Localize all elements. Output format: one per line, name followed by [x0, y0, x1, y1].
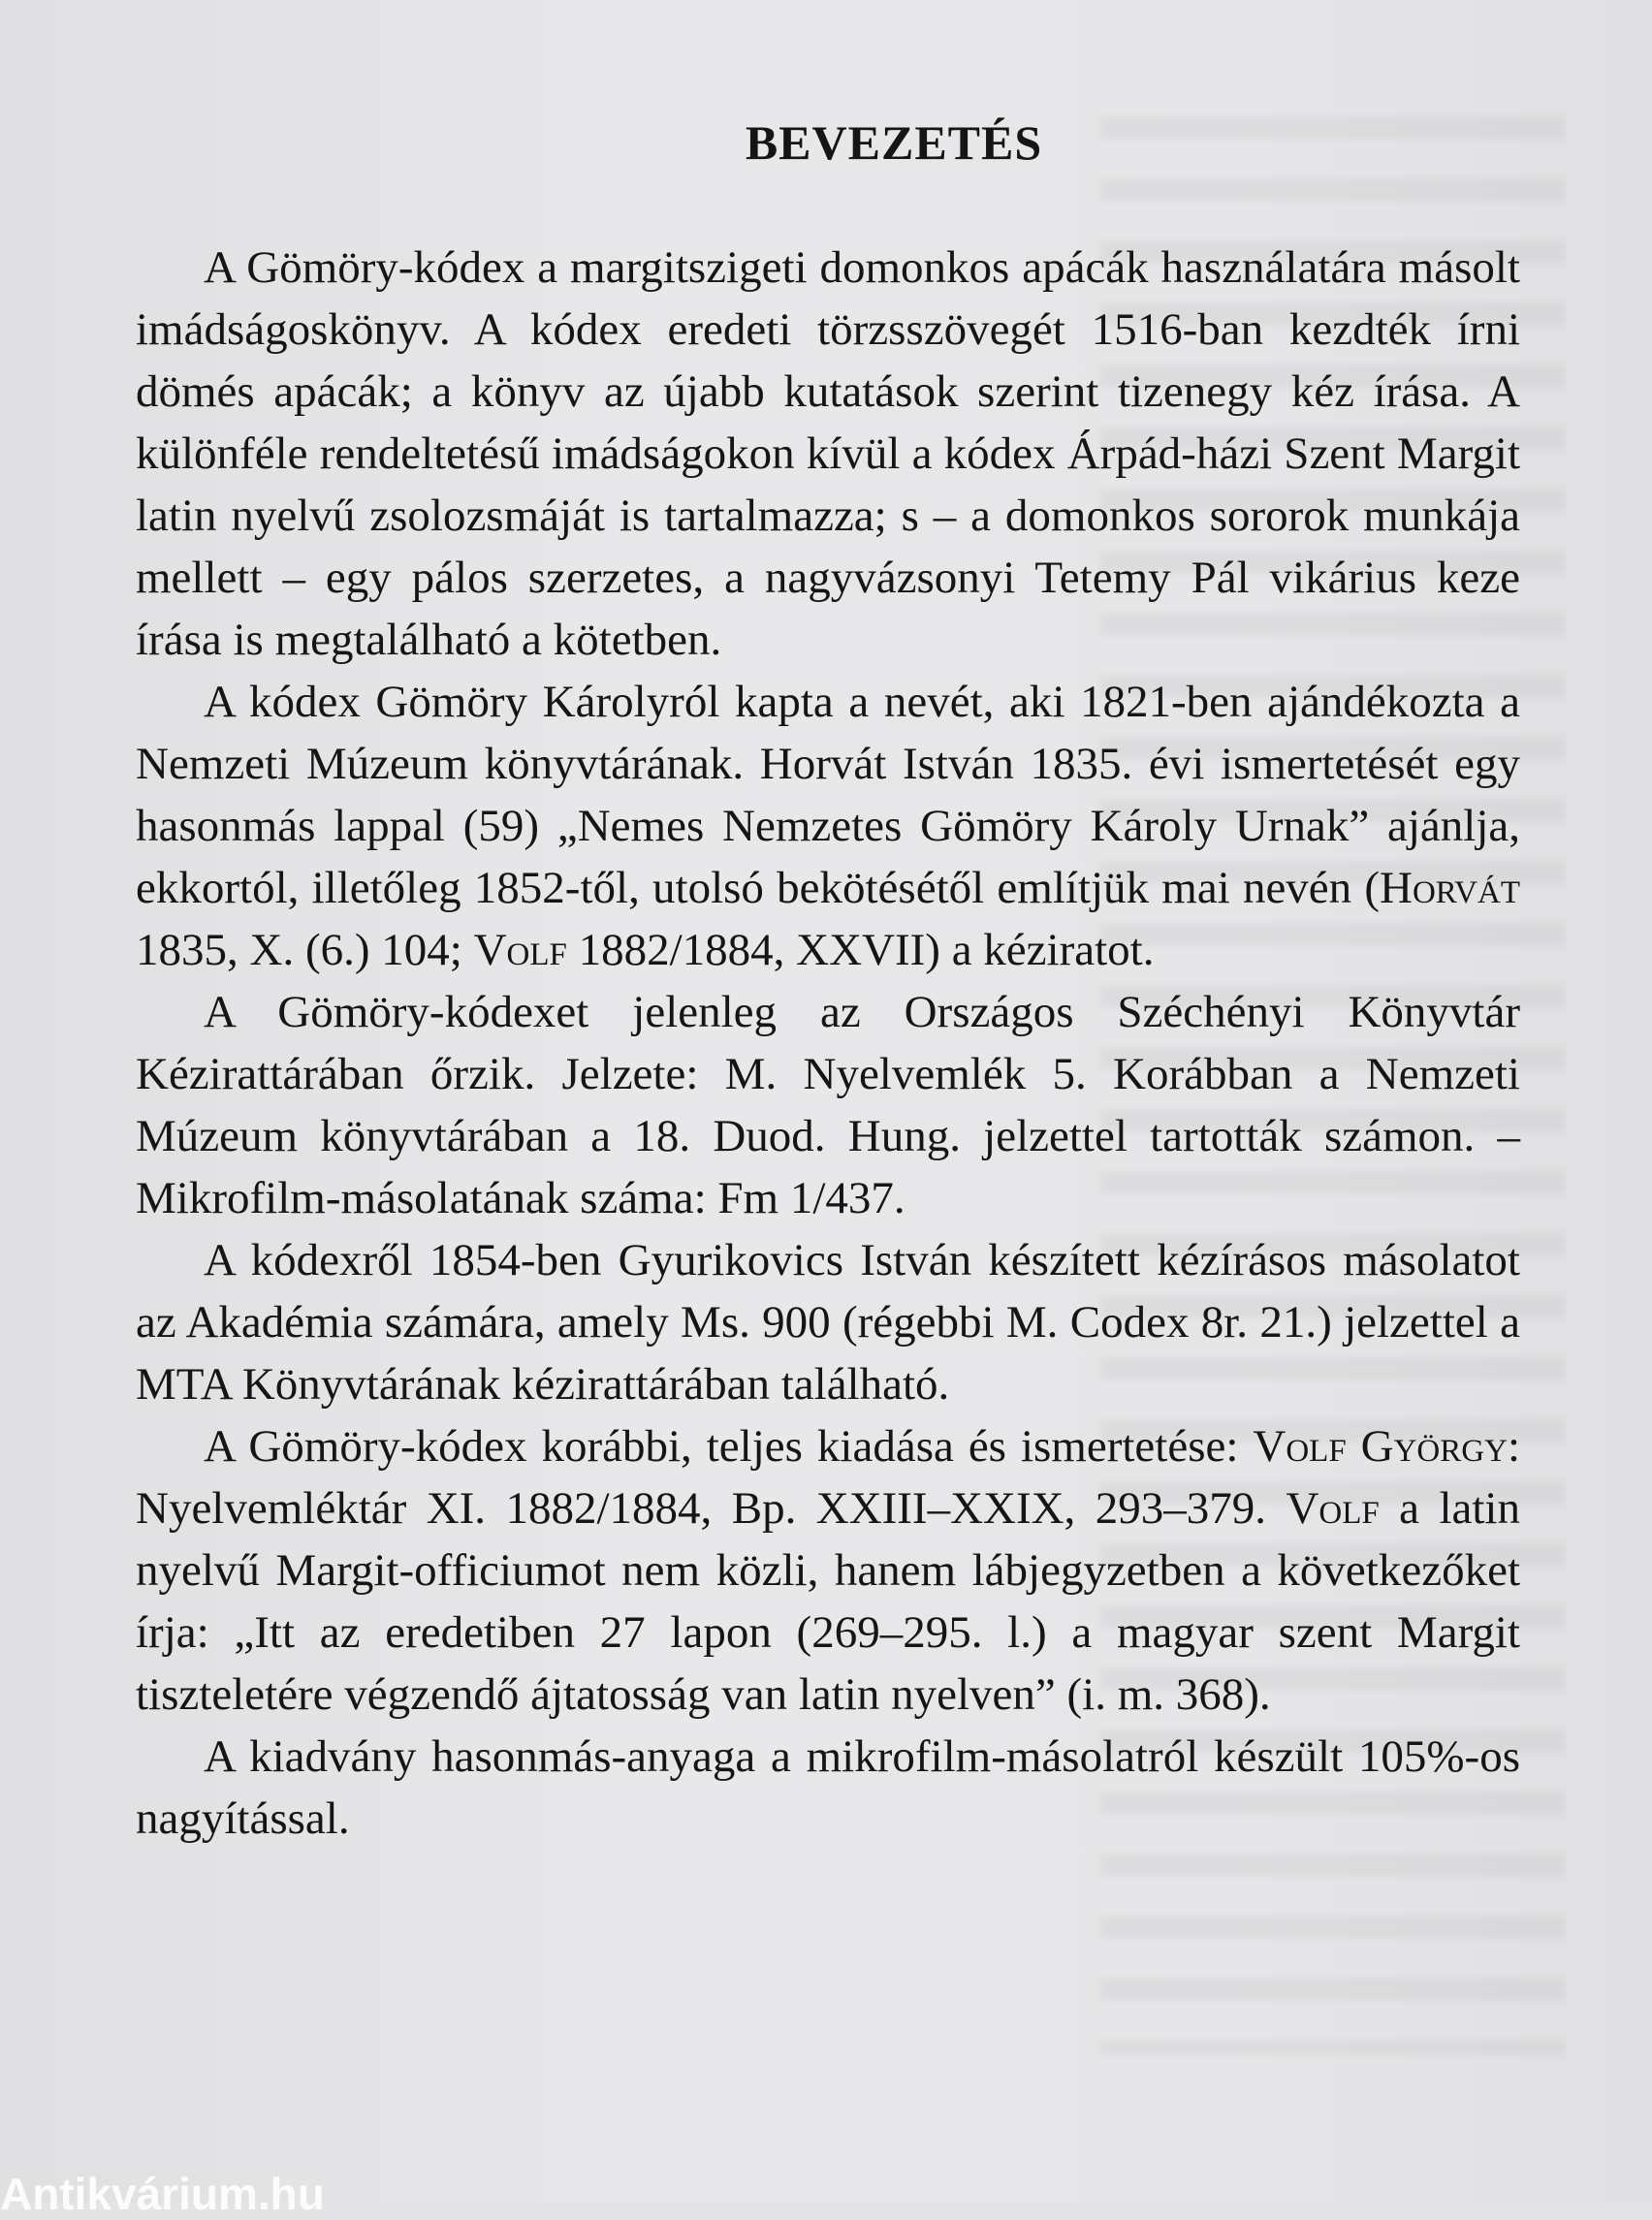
page-body — [136, 237, 1520, 1850]
paragraph-edition-text-2: : Nyelvemléktár XI. 1882/1884, Bp. XXIII–XXIX, 293–379. — [136, 1421, 1520, 1534]
paragraph-intro: A Gömöry-kódex a margitszigeti domonkos apácák használatára másolt imádságoskönyv. A kódex eredeti törzsszövegét 1516-ban kezdték írni dömés apácák; a könyv az újabb kutatások szerint tizenegy kéz írása. A különféle rendeltetésű imádságokon kívül a kódex Árpád-házi Szent Margit latin nyelvű zsolozsmáját is tartalmazza; s – a domonkos sororok munkája mellett – egy pálos szerzetes, a nagyvázsonyi Tetemy Pál vikárius keze írása is megtalálható a kötetben. — [136, 242, 1520, 665]
page-heading: BEVEZETÉS — [745, 115, 1043, 170]
paragraph-location: A Gömöry-kódexet jelenleg az Országos Széchényi Könyvtár Kézirattárában őrzik. Jelzete: M. Nyelvemlék 5. Korábban a Nemzeti Múzeum könyvtárában a 18. Duod. Hung. jelzettel tartották számon. – Mikrofilm-másolatának száma: Fm 1/437. — [136, 987, 1520, 1223]
paragraph-edition — [136, 1415, 1520, 1726]
paragraph-edition-text-1: A Gömöry-kódex korábbi, teljes kiadása és ismertetése: — [204, 1421, 1254, 1472]
paragraph-facsimile: A kiadvány hasonmás-anyaga a mikrofilm-másolatról készült 105%-os nagyítással. — [136, 1731, 1520, 1844]
author-name-volf-gyorgy: Volf György — [1253, 1421, 1508, 1472]
paragraph-naming-text-2: 1835, X. (6.) 104; — [136, 925, 474, 975]
watermark-logo: Antikvárium.hu — [0, 2169, 325, 2219]
paragraph-copy: A kódexről 1854-ben Gyurikovics István készített kézírásos másolatot az Akadémia számára, amely Ms. 900 (régebbi M. Codex 8r. 21.) jelzettel a MTA Könyvtárának kézirattárában található. — [136, 1235, 1520, 1410]
paragraph-naming — [136, 671, 1520, 981]
author-name-volf-2: Volf — [1286, 1483, 1380, 1534]
paragraph-naming-text-1: A kódex Gömöry Károlyról kapta a nevét, aki 1821-ben ajándékozta a Nemzeti Múzeum könyvtárának. Horvát István 1835. évi ismertetését egy hasonmás lappal (59) „Nemes Nemzetes Gömöry Károly Urnak” ajánlja, ekkortól, illetőleg 1852-től, utolsó bekötésétől említjük mai nevén ( — [136, 677, 1520, 913]
paragraph-naming-text-3: 1882/1884, XXVII) a kéziratot. — [566, 925, 1155, 975]
author-name-volf: Volf — [473, 925, 567, 975]
author-name-horvat: Horvát — [1380, 863, 1520, 913]
paragraph-edition-text-3: a latin nyelvű Margit-officiumot nem közli, hanem lábjegyzetben a következőket írja: „Itt az eredetiben 27 lapon (269–295. l.) a magyar szent Margit tiszteletére végzendő ájtatosság van latin nyelven” (i. m. 368). — [136, 1483, 1520, 1720]
